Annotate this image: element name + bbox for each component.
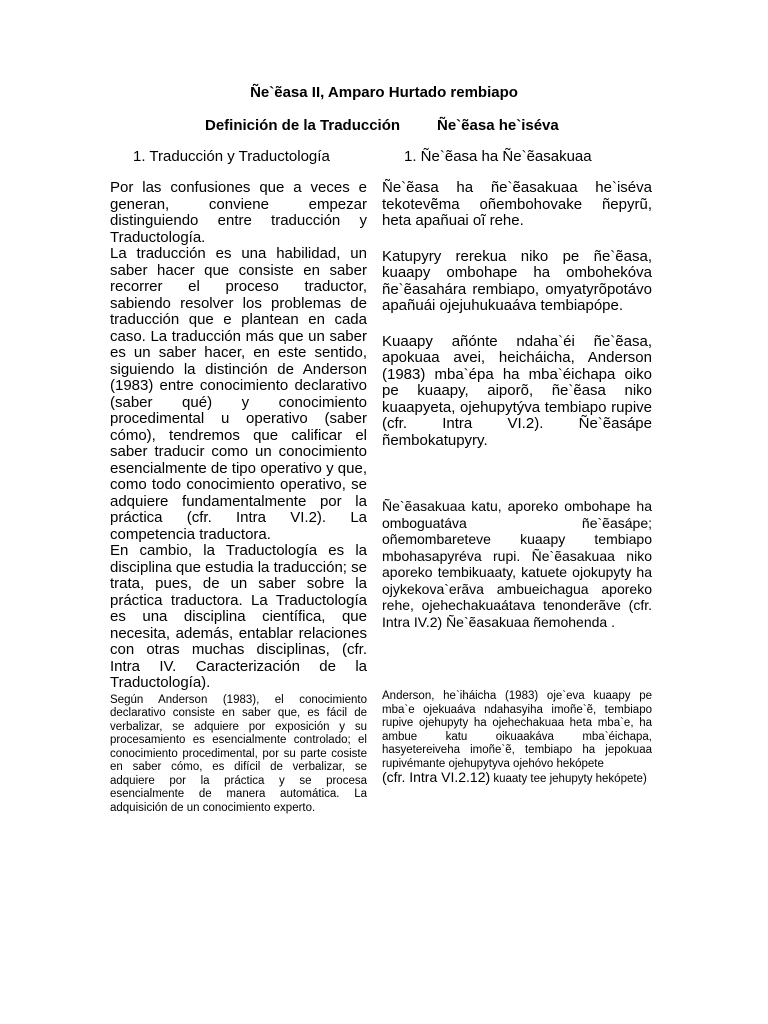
- paragraph: Ñe`ẽasa ha ñe`ẽasakuaa he`iséva tekotevẽma oñembohovake ñepyrũ, heta apañuai oĩ rehe.: [382, 179, 652, 229]
- subheading-spanish: Definición de la Traducción: [205, 117, 401, 134]
- section-heading-spanish: 1. Traducción y Traductología: [133, 148, 330, 165]
- paragraph: Ñe`ẽasakuaa katu, aporeko ombohape ha omboguatáva ñe`ẽasápe; oñemombareteve kuaapy tembiapo mbohasapyréva rupi. Ñe`ẽasakuaa niko aporeko tembikuaaty, katuete ojokupyty ha ojykekova`erãva ambueichagua aporeko rehe, ojehechakuaátava tenonderãve (cfr. Intra IV.2) Ñe`ẽasakuaa ñemohenda .: [382, 498, 652, 630]
- subheading-guarani: Ñe`ẽasa he`iséva: [437, 117, 559, 134]
- paragraph: Por las confusiones que a veces e generan, conviene empezar distinguiendo entre traducción y Traductología.: [110, 179, 367, 246]
- footnote-paragraph: [382, 690, 652, 787]
- paragraph: Katupyry rerekua niko pe ñe`ẽasa, kuaapy ombohape ha ombohekóva ñe`ẽasahára rembiapo, omyatyrõpotávo apañuái ojejuhukuaáva tembiapópe.: [382, 247, 652, 314]
- guarani-column: [382, 180, 652, 787]
- paragraph: Kuaapy añónte ndaha`éi ñe`ẽasa, apokuaa avei, heicháicha, Anderson (1983) mba`épa ha mba`éichapa oiko pe kuaapy, aiporõ, ñe`ẽasa niko kuaapyeta, ojehupytýva tembiapo rupive (cfr. Intra VI.2). Ñe`ẽasápe ñembokatupyry.: [382, 332, 652, 449]
- footnote-paragraph: Según Anderson (1983), el conocimiento declarativo consiste en saber que, es fácil de verbalizar, se adquiere por exposición y su procesamiento es esencialmente controlado; el conocimiento procedimental, por su parte cosiste en saber cómo, es difícil de verbalizar, se adquiere por la práctica y se procesa esencialmente de manera automática. La adquisición de un conocimiento experto.: [110, 693, 367, 814]
- document-title: Ñe`ẽasa II, Amparo Hurtado rembiapo: [250, 84, 518, 101]
- paragraph: En cambio, la Traductología es la disciplina que estudia la traducción; se trata, pues, de un saber sobre la práctica traductora. La Traductología es una disciplina científica, que necesita, además, entablar relaciones con otras muchas disciplinas, (cfr. Intra IV. Caracterización de la Traductología).: [110, 542, 367, 691]
- cross-reference: (cfr. Intra VI.2.12): [382, 769, 491, 785]
- section-heading-guarani: 1. Ñe`ẽasa ha Ñe`ẽasakuaa: [404, 148, 592, 165]
- footnote-text: Anderson, he`iháicha (1983) oje`eva kuaapy pe mba`e ojekuaáva ndahasyiha imoñe`ẽ, tembiapo rupive ojehupyty ha ojehechakuaa heta mba`e, ha ambue katu oikuaakáva mba`éichapa, hasyetereiveha imoñe`ẽ, tembiapo ha jepokuaa rupivémante ojehupytyva ojehóvo hekópete: [382, 690, 652, 770]
- spanish-column: [110, 180, 367, 815]
- paragraph: La traducción es una habilidad, un saber hacer que consiste en saber recorrer el proceso traductor, sabiendo resolver los problemas de traducción que e plantean en cada caso. La traducción más que un saber es un saber hacer, en este sentido, siguiendo la distinción de Anderson (1983) entre conocimiento declarativo (saber qué) y conocimiento procedimental u operativo (saber cómo), tendremos que calificar el saber traducir como un conocimiento esencialmente de tipo operativo y que, como todo conocimiento operativo, se adquiere fundamentalmente por la práctica (cfr. Intra VI.2). La competencia traductora.: [110, 245, 367, 543]
- footnote-tail: kuaaty tee jehupyty hekópete): [490, 773, 647, 785]
